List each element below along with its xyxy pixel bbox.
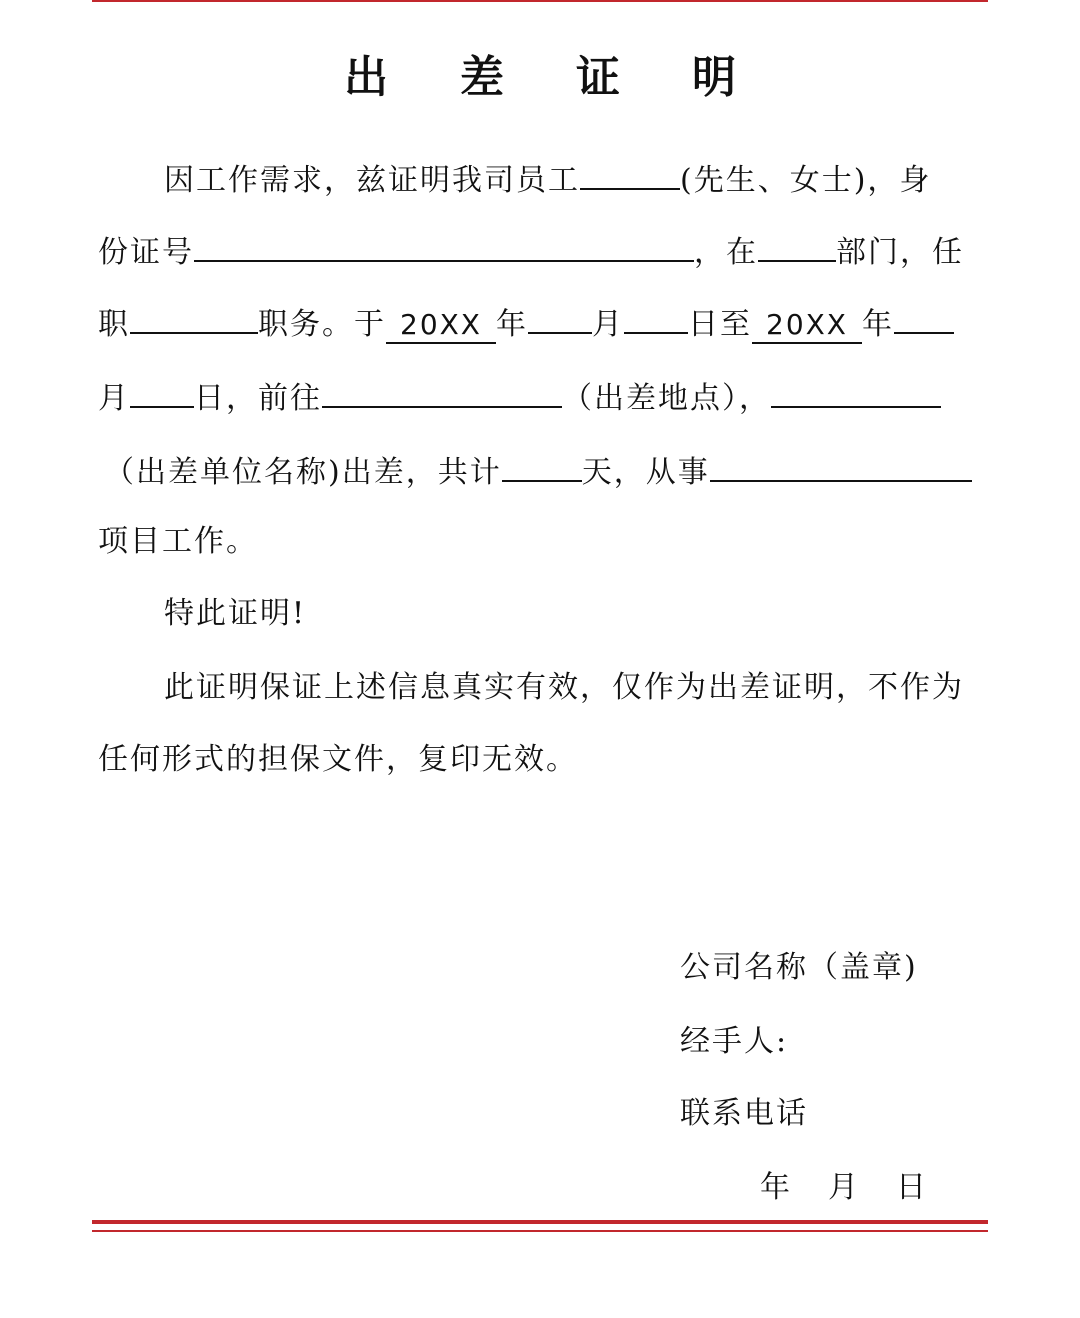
certify-text: 特此证明! (164, 596, 307, 631)
body-line-9 (98, 740, 578, 780)
company-name-stamp: 公司名称（盖章) (680, 950, 918, 985)
end-day-blank[interactable] (130, 376, 194, 408)
body-line-4 (98, 376, 941, 416)
destination-prefix: 日，前往 (194, 381, 322, 416)
intro-text: 因工作需求，兹证明我司员工 (164, 163, 580, 198)
start-day-label: 日至 (688, 307, 752, 342)
handler-label: 经手人: (680, 1024, 789, 1059)
destination-hint: （出差地点）， (562, 381, 771, 416)
end-year-field[interactable]: 20XX (752, 308, 862, 344)
department-prefix: ，在 (694, 235, 758, 270)
position-prefix: 职 (98, 307, 130, 342)
project-blank[interactable] (710, 450, 972, 482)
document-title (0, 48, 1080, 108)
department-suffix: 部门，任 (836, 235, 964, 270)
title-char-4: 明 (692, 52, 736, 103)
start-day-blank[interactable] (624, 302, 688, 334)
bottom-red-rule-thin (92, 1230, 988, 1232)
validity-text-2: 任何形式的担保文件，复印无效。 (98, 742, 578, 777)
end-month-blank[interactable] (894, 302, 954, 334)
end-month-label: 月 (98, 381, 130, 416)
destination-blank[interactable] (322, 376, 562, 408)
start-year-label: 年 (496, 307, 528, 342)
body-line-2 (98, 230, 964, 270)
id-number-blank[interactable] (194, 230, 694, 262)
position-blank[interactable] (130, 302, 258, 334)
department-blank[interactable] (758, 230, 836, 262)
days-blank[interactable] (502, 450, 582, 482)
start-year-field[interactable]: 20XX (386, 308, 496, 344)
employee-name-blank[interactable] (580, 158, 680, 190)
date-day-label: 日 (896, 1170, 926, 1205)
date-year-label: 年 (760, 1170, 790, 1205)
title-char-1: 出 (344, 52, 388, 103)
bottom-red-rule-thick (92, 1220, 988, 1224)
signature-date (760, 1168, 926, 1208)
body-line-6 (98, 522, 258, 562)
start-month-label: 月 (592, 307, 624, 342)
title-char-3: 证 (576, 52, 620, 103)
id-number-label: 份证号 (98, 235, 194, 270)
body-line-5 (104, 450, 972, 490)
body-line-8 (164, 668, 964, 708)
unit-name-hint: （出差单位名称)出差，共计 (104, 455, 502, 490)
unit-name-blank[interactable] (771, 376, 941, 408)
position-suffix: 职务。于 (258, 307, 386, 342)
title-suffix-text: (先生、女士)，身 (680, 163, 932, 198)
validity-text-1: 此证明保证上述信息真实有效，仅作为出差证明，不作为 (164, 670, 964, 705)
body-line-7 (164, 594, 306, 634)
days-suffix: 天，从事 (581, 455, 710, 490)
body-line-1 (164, 158, 931, 198)
end-year-label: 年 (862, 307, 894, 342)
start-month-blank[interactable] (528, 302, 592, 334)
title-char-2: 差 (460, 52, 504, 103)
body-line-3 (98, 302, 954, 342)
date-month-label: 月 (828, 1170, 858, 1205)
phone-label: 联系电话 (680, 1096, 808, 1131)
top-red-rule (92, 0, 988, 2)
project-suffix: 项目工作。 (98, 524, 258, 559)
